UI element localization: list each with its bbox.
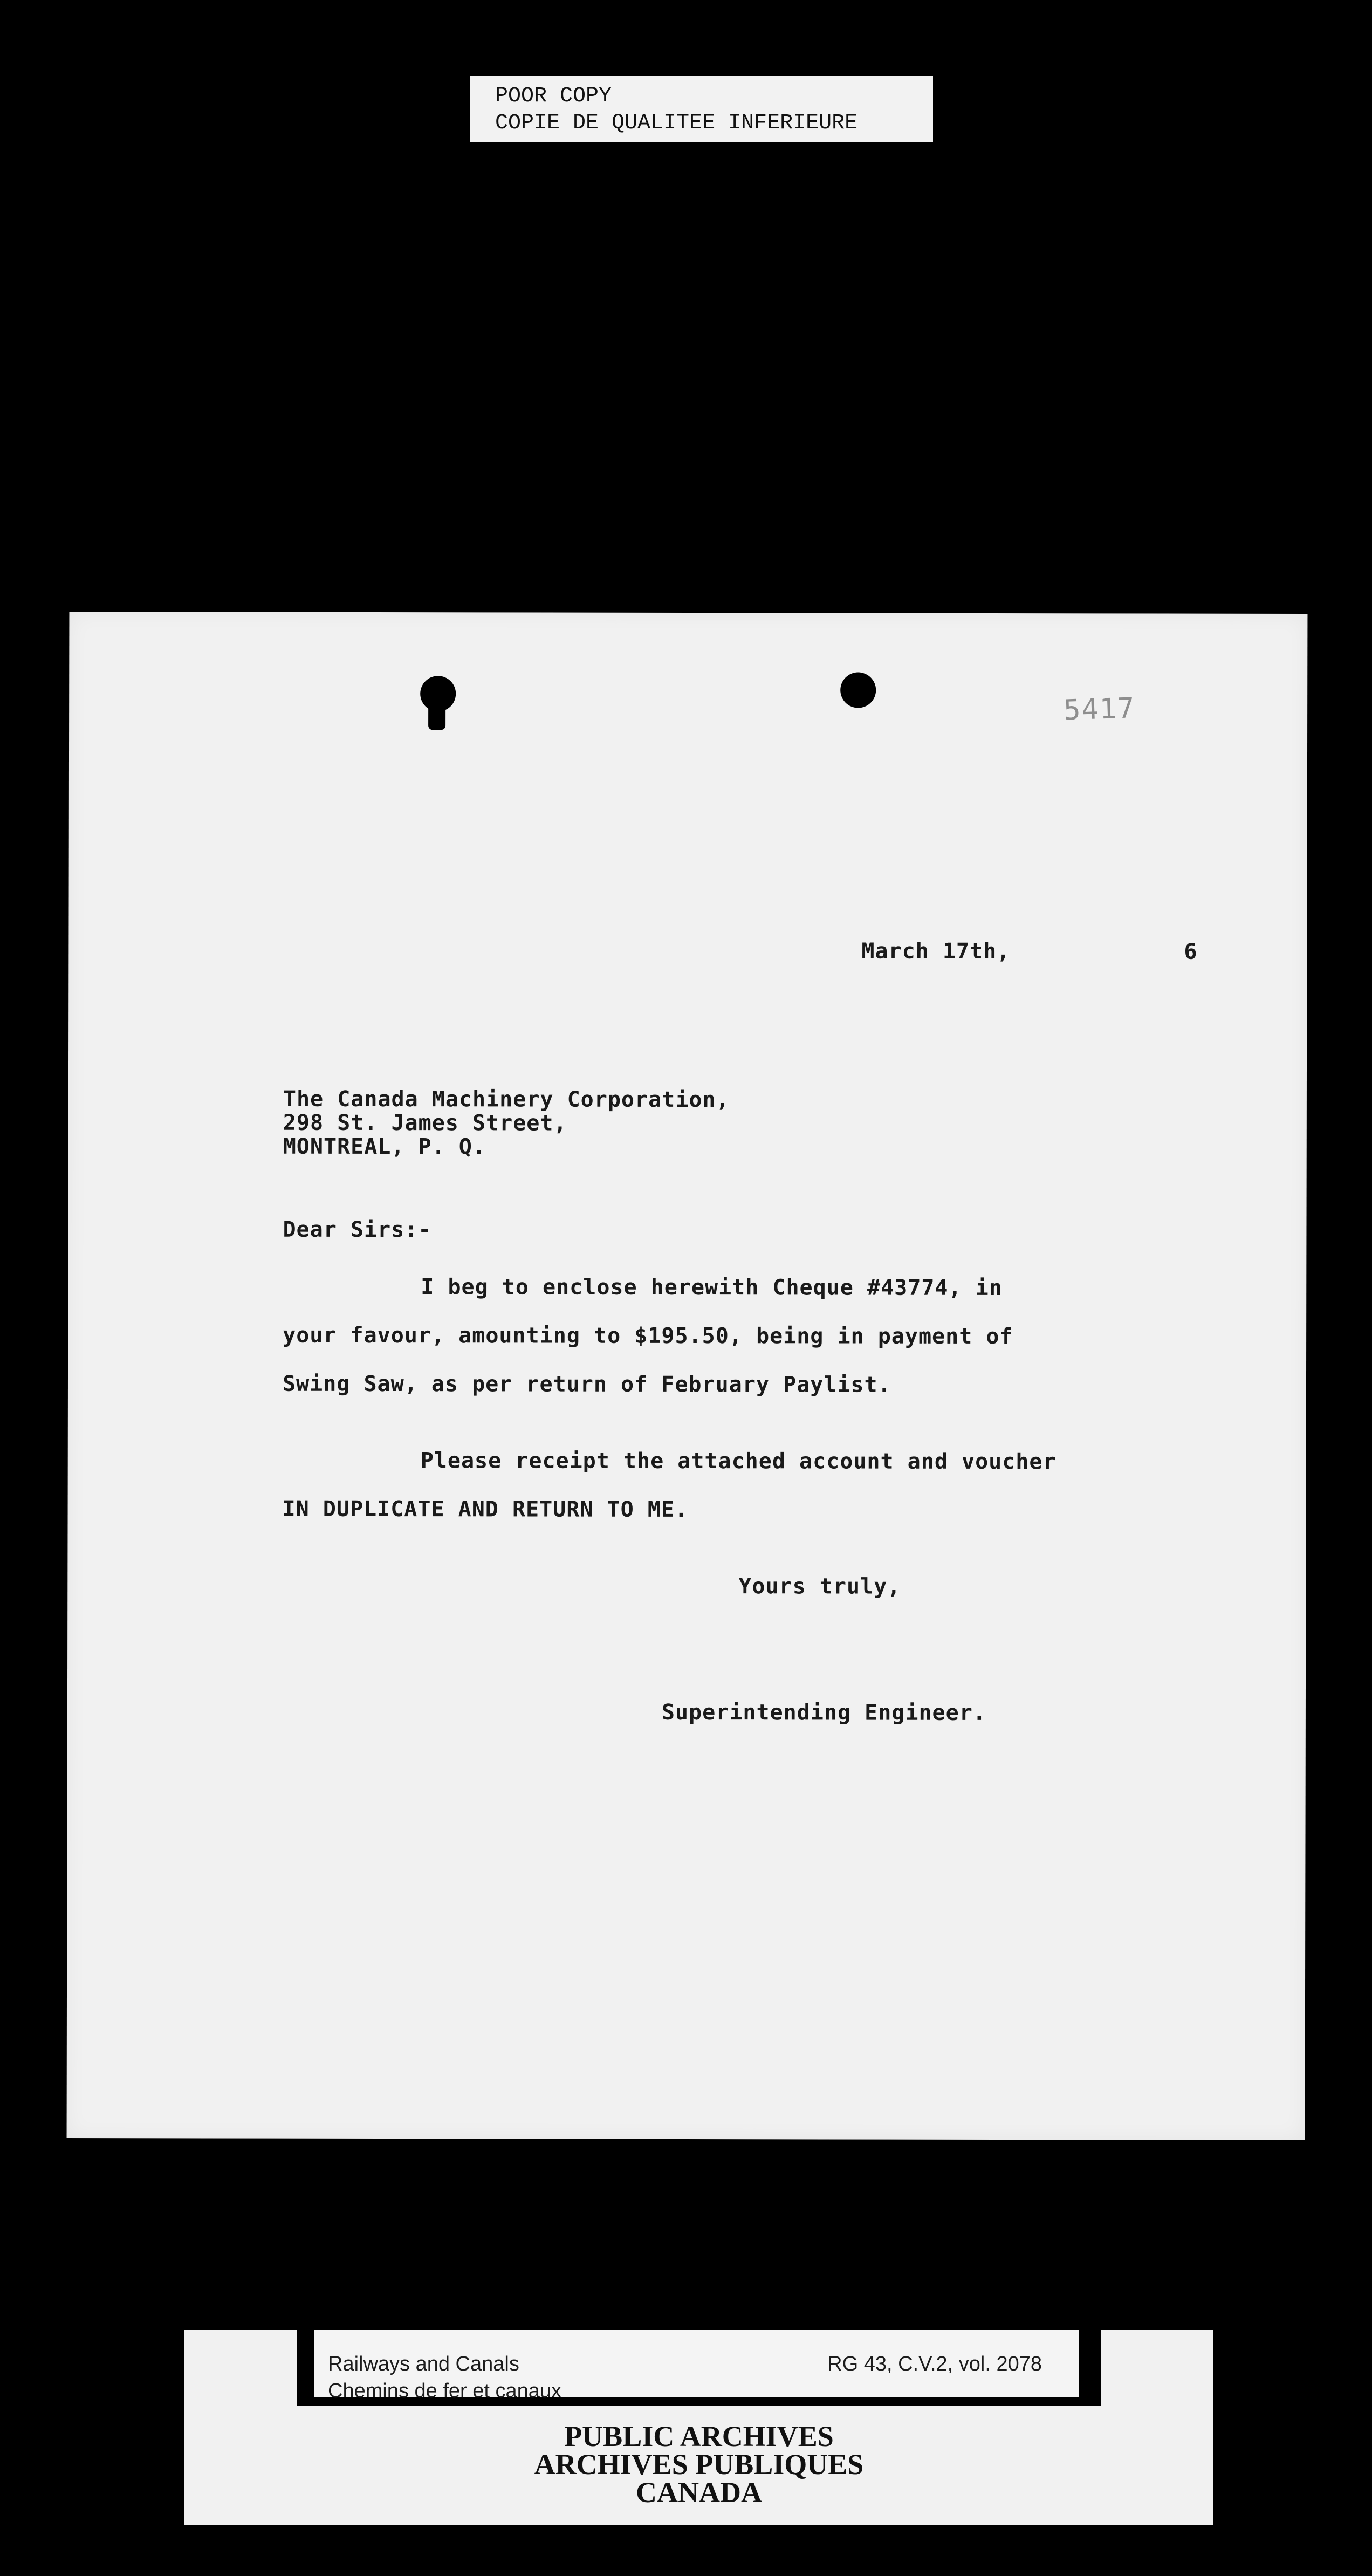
address-line-city: MONTREAL, P. Q. [283, 1134, 486, 1160]
letter-sheet [67, 612, 1308, 2140]
punch-hole-right-icon [840, 672, 876, 708]
closing: Yours truly, [738, 1574, 901, 1599]
body-line: Swing Saw, as per return of February Paylist. [282, 1371, 891, 1397]
salutation: Dear Sirs:- [283, 1217, 432, 1243]
address-line-company: The Canada Machinery Corporation, [283, 1086, 730, 1113]
archive-footer [184, 2330, 1213, 2525]
punch-hole-tear [428, 704, 445, 730]
poor-copy-line-en: POOR COPY [495, 84, 612, 108]
letter-date: March 17th, [861, 938, 1011, 964]
department-fr: Chemins de fer et canaux [328, 2380, 562, 2402]
department-en: Railways and Canals [328, 2353, 519, 2375]
poor-copy-label [470, 76, 933, 142]
body-line: your favour, amounting to $195.50, being in payment of [283, 1323, 1013, 1349]
archive-country: CANADA [636, 2476, 762, 2509]
file-number: 5417 [1063, 692, 1136, 727]
address-line-street: 298 St. James Street, [283, 1110, 567, 1136]
archive-heading-en: PUBLIC ARCHIVES [564, 2420, 834, 2452]
body-line: IN DUPLICATE AND RETURN TO ME. [282, 1496, 689, 1523]
archive-heading-fr: ARCHIVES PUBLIQUES [534, 2448, 864, 2481]
archive-reference: RG 43, C.V.2, vol. 2078 [827, 2353, 1042, 2375]
page-number: 6 [1184, 939, 1198, 964]
body-line: I beg to enclose herewith Cheque #43774, in [421, 1275, 1003, 1301]
poor-copy-line-fr: COPIE DE QUALITEE INFERIEURE [495, 111, 858, 135]
signature-title: Superintending Engineer. [661, 1700, 986, 1725]
archive-reference-card [314, 2330, 1079, 2402]
body-line: Please receipt the attached account and voucher [420, 1448, 1057, 1475]
